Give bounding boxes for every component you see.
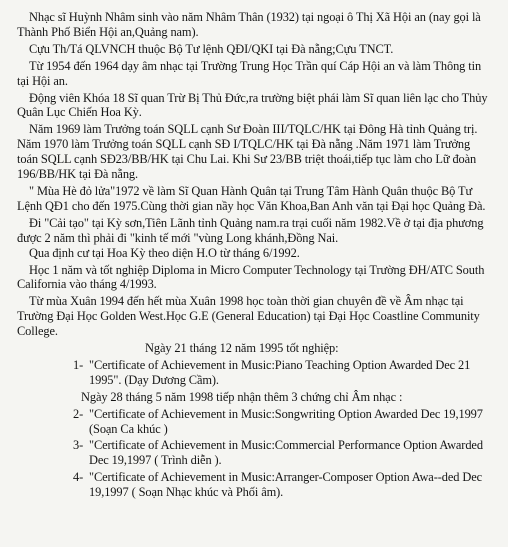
certificate-number: 3- [73,438,84,453]
certificate-item [17,470,493,500]
paragraph-diploma: Học 1 năm và tốt nghiệp Diploma in Micro Computer Technology tại Trường ĐH/ATC South California vào tháng 4/1993. [17,262,485,292]
certificate-text: "Certificate of Achievement in Music:Arranger-Composer Option Awa--ded Dec 19,1997 ( Soạn Nhạc khúc và Phối âm). [89,470,482,500]
certificate-item [17,407,493,437]
additional-certificates-line: Ngày 28 tháng 5 năm 1998 tiếp nhận thêm 3 chứng chỉ Âm nhạc : [81,389,403,404]
certificate-item [17,358,493,388]
paragraph-music-study: Từ mùa Xuân 1994 đến hết mùa Xuân 1998 học toàn thời gian chuyên đề về Âm nhạc tại Trường Đại Học Golden West.Học G.E (General Education) tại Đại Học Coastline Community College. [17,294,480,339]
paragraph-officer-training: Động viên Khóa 18 Sĩ quan Trừ Bị Thủ Đức,ra trường biệt phái làm Sĩ quan liên lạc cho Thủy Quân Lục Chiến Hoa Kỳ. [17,90,488,120]
certificate-number: 4- [73,470,84,485]
biography-text [17,10,493,500]
graduation-date-line: Ngày 21 tháng 12 năm 1995 tốt nghiệp: [145,341,339,356]
certificate-text: "Certificate of Achievement in Music:Commercial Performance Option Awarded Dec 19,1997 ( Trình diễn ). [89,438,483,468]
paragraph-military-rank: Cựu Th/Tá QLVNCH thuộc Bộ Tư lệnh QĐI/QKI tại Đà nẵng;Cựu TNCT. [29,41,394,56]
paragraph-birth: Nhạc sĩ Huỳnh Nhâm sinh vào năm Nhâm Thân (1932) tại ngoại ô Thị Xã Hội an (nay gọi là Thành Phố Biển Hội an,Quảng nam). [17,10,481,39]
certificate-item [17,438,493,468]
paragraph-teaching: Từ 1954 đến 1964 dạy âm nhạc tại Trường Trung Học Trần quí Cáp Hội an và làm Thông tin tại Hội an. [17,58,482,88]
certificate-number: 2- [73,406,84,421]
certificate-text: "Certificate of Achievement in Music:Piano Teaching Option Awarded Dec 21 1995". (Dạy Dương Cầm). [89,357,471,387]
certificate-text: "Certificate of Achievement in Music:Songwriting Option Awarded Dec 19,1997 (Soạn Ca khúc ) [89,406,483,436]
paragraph-summer-1972: " Mùa Hè đỏ lửa"1972 về làm Sĩ Quan Hành Quân tại Trung Tâm Hành Quân thuộc Bộ Tư Lệnh QĐ1 cho đến 1975.Cùng thời gian nầy học Văn Khoa,Ban Anh văn tại Đại học Quảng Đà. [17,183,486,213]
certificate-number: 1- [73,357,84,372]
paragraph-liaison-teams: Năm 1969 làm Trưởng toán SQLL cạnh Sư Đoàn III/TQLC/HK tại Đông Hà tỉnh Quảng trị. Năm 1970 làm Trưởng toán SQLL cạnh SĐ I/TQLC/HK tại Đà nẵng .Năm 1971 làm Trưởng toán SQLL cạnh SĐ23/BB/HK tại Chu Lai. Khi Sư 23/BB triệt thoái,tiếp tục làm cho Lữ đoàn 196/BB/HK tại Đà nẵng. [17,122,478,182]
paragraph-reeducation: Đi "Cải tạo" tại Kỳ sơn,Tiên Lãnh tỉnh Quảng nam.ra trại cuối năm 1982.Về ở tại địa phương được 2 năm thì phải đi "kinh tế mới "vùng Long khánh,Đồng Nai. [17,215,484,245]
paragraph-resettlement: Qua định cư tại Hoa Kỳ theo diện H.O từ tháng 6/1992. [29,245,300,260]
